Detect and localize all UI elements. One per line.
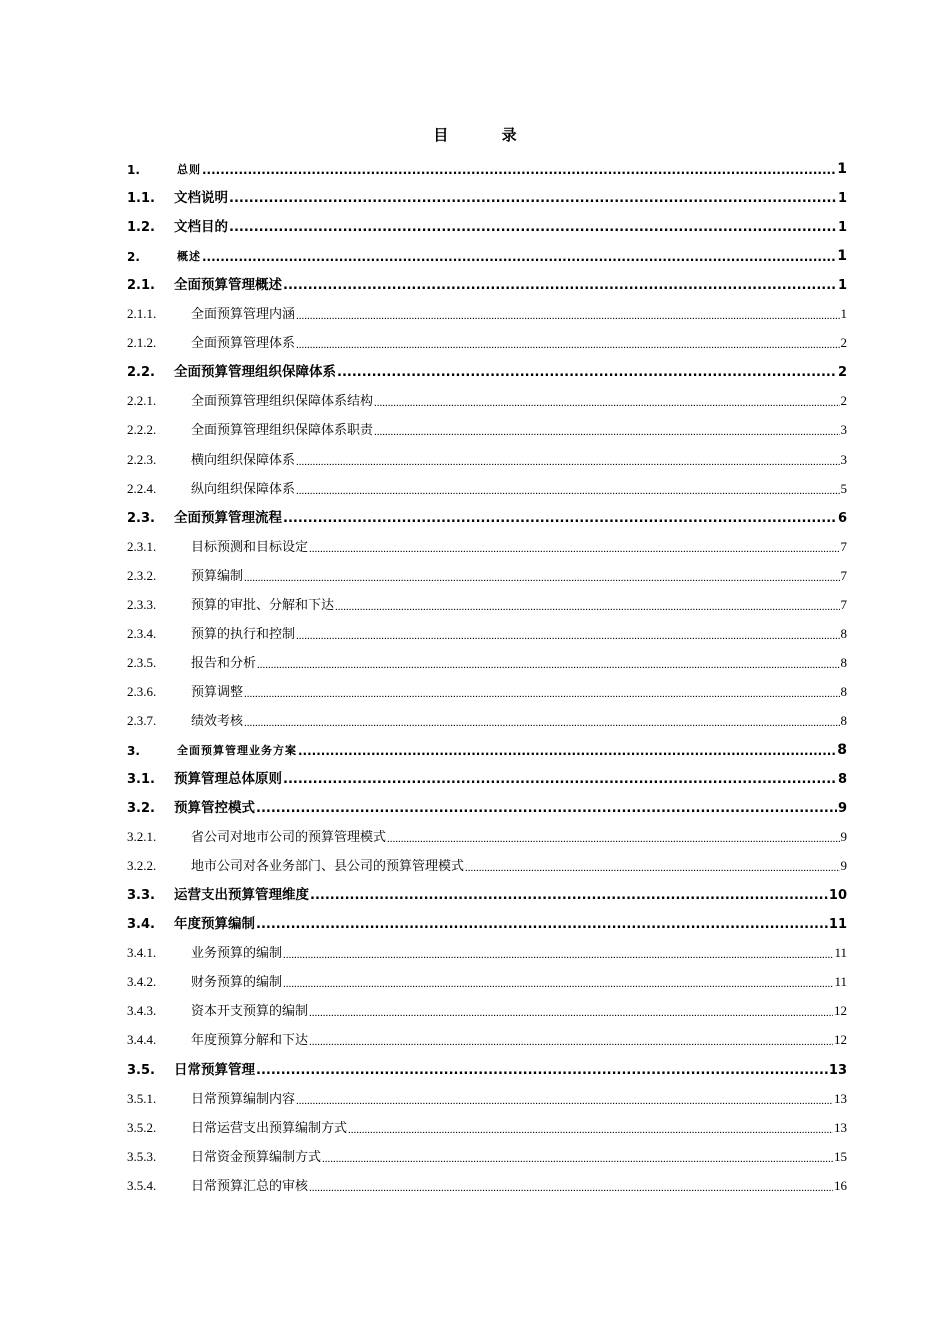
toc-entry-title: 省公司对地市公司的预算管理模式	[191, 830, 387, 846]
toc-entry-page: 8	[837, 741, 847, 758]
toc-entry-page: 8	[840, 625, 847, 641]
toc-entry-title: 全面预算管理概述	[174, 277, 282, 294]
dot-leader	[296, 310, 839, 322]
toc-entry-number: 3.4.	[127, 917, 155, 933]
toc-entry-number: 2.2.	[127, 365, 155, 381]
toc-entry[interactable]	[127, 355, 847, 384]
toc-entry-title: 日常资金预算编制方式	[191, 1149, 322, 1165]
toc-entry-number: 2.3.2.	[127, 567, 157, 583]
dot-leader	[465, 862, 839, 874]
toc-entry[interactable]	[127, 1169, 847, 1198]
dot-leader	[322, 1153, 833, 1165]
toc-entry-page: 11	[834, 974, 847, 990]
toc-entry-title: 目标预测和目标设定	[191, 539, 309, 555]
toc-entry-number: 2.3.	[127, 510, 155, 526]
toc-entry-number: 3.2.2.	[127, 858, 157, 874]
toc-entry-page: 8	[840, 712, 847, 728]
toc-entry-number: 3.4.3.	[127, 1003, 157, 1019]
toc-entry[interactable]	[127, 559, 847, 588]
dot-leader	[374, 397, 839, 409]
toc-entry-title: 日常预算编制内容	[191, 1091, 296, 1107]
toc-entry[interactable]	[127, 1052, 847, 1081]
dot-leader	[256, 917, 828, 932]
toc-entry-page: 3	[840, 451, 847, 467]
toc-entry-title: 年度预算分解和下达	[191, 1033, 309, 1049]
toc-entry[interactable]	[127, 1111, 847, 1140]
dot-leader	[283, 978, 833, 990]
toc-entry-title: 文档说明	[174, 190, 228, 207]
toc-entry-title: 全面预算管理内涵	[191, 307, 296, 323]
dot-leader	[309, 543, 839, 555]
dot-leader	[296, 485, 839, 497]
toc-entry[interactable]	[127, 849, 847, 878]
toc-entry[interactable]	[127, 1023, 847, 1052]
toc-entry-title: 财务预算的编制	[191, 975, 283, 991]
toc-entry[interactable]	[127, 210, 847, 239]
toc-entry-title: 全面预算管理组织保障体系	[174, 364, 336, 381]
toc-entry[interactable]	[127, 617, 847, 646]
toc-entry-page: 9	[837, 801, 847, 817]
toc-entry-page: 1	[837, 248, 847, 265]
toc-entry[interactable]	[127, 878, 847, 907]
toc-entry[interactable]	[127, 994, 847, 1023]
dot-leader	[298, 744, 836, 758]
toc-entry-title: 业务预算的编制	[191, 946, 283, 962]
dot-leader	[244, 572, 839, 584]
toc-entry[interactable]	[127, 472, 847, 501]
dot-leader	[337, 365, 837, 380]
toc-entry-title: 报告和分析	[191, 655, 257, 671]
toc-entry-page: 7	[840, 596, 847, 612]
toc-entry-number: 3.	[127, 743, 140, 758]
toc-title: 目 录	[433, 126, 541, 144]
dot-leader	[309, 1007, 833, 1019]
toc-entry-number: 2.3.6.	[127, 683, 157, 699]
toc-entry-title: 资本开支预算的编制	[191, 1004, 309, 1020]
toc-entry-title: 文档目的	[174, 219, 228, 236]
toc-entry[interactable]	[127, 588, 847, 617]
toc-entry-number: 2.3.4.	[127, 625, 157, 641]
dot-leader	[283, 772, 837, 787]
toc-entry[interactable]	[127, 1140, 847, 1169]
toc-entry-page: 12	[834, 1003, 847, 1019]
toc-entry-title: 绩效考核	[191, 713, 244, 729]
toc-entry-page: 1	[837, 220, 847, 236]
dot-leader	[296, 630, 839, 642]
toc-entry-page: 13	[834, 1090, 847, 1106]
toc-entry[interactable]	[127, 704, 847, 733]
dot-leader	[256, 1063, 828, 1078]
toc-entry-title: 全面预算管理体系	[191, 336, 296, 352]
toc-entry-title: 全面预算管理业务方案	[177, 743, 297, 757]
toc-entry-number: 3.1.	[127, 772, 155, 788]
toc-entry-title: 预算的执行和控制	[191, 626, 296, 642]
toc-entry[interactable]	[127, 413, 847, 442]
toc-entry-title: 预算调整	[191, 684, 244, 700]
toc-entry[interactable]	[127, 152, 847, 181]
toc-entry-page: 2	[840, 393, 847, 409]
toc-entry-number: 2.2.1.	[127, 393, 157, 409]
toc-entry-number: 3.4.2.	[127, 974, 157, 990]
toc-entry-number: 2.1.2.	[127, 335, 157, 351]
toc-entry-page: 6	[837, 510, 847, 526]
toc-entry-number: 2.3.1.	[127, 538, 157, 554]
toc-entry-title: 日常预算管理	[174, 1061, 255, 1078]
dot-leader	[374, 426, 839, 438]
toc-entry[interactable]	[127, 326, 847, 355]
dot-leader	[202, 163, 836, 177]
toc-entry-title: 总则	[177, 163, 201, 177]
toc-entry-page: 8	[837, 772, 847, 788]
toc-entry[interactable]	[127, 1082, 847, 1111]
toc-entry[interactable]	[127, 936, 847, 965]
toc-entry-number: 3.4.4.	[127, 1032, 157, 1048]
toc-entry[interactable]	[127, 239, 847, 268]
toc-entry-page: 1	[837, 278, 847, 294]
toc-entry-page: 9	[840, 829, 847, 845]
toc-entry-title: 概述	[177, 250, 201, 264]
toc-entry-title: 预算编制	[191, 568, 244, 584]
toc-entry[interactable]	[127, 965, 847, 994]
toc-entry-number: 3.5.3.	[127, 1148, 157, 1164]
dot-leader	[283, 511, 837, 526]
dot-leader	[387, 833, 839, 845]
toc-entry-page: 11	[834, 945, 847, 961]
toc-entry[interactable]	[127, 530, 847, 559]
toc-entry-number: 2.	[127, 250, 140, 265]
toc-entry-page: 13	[834, 1119, 847, 1135]
toc-entry-page: 7	[840, 567, 847, 583]
toc-entry-page: 7	[840, 538, 847, 554]
table-of-contents	[127, 152, 847, 1198]
toc-entry-number: 1.2.	[127, 220, 155, 236]
toc-entry-page: 5	[840, 480, 847, 496]
dot-leader	[348, 1124, 833, 1136]
dot-leader	[310, 888, 828, 903]
toc-entry-title: 地市公司对各业务部门、县公司的预算管理模式	[191, 859, 465, 875]
toc-entry[interactable]	[127, 791, 847, 820]
toc-entry-number: 3.2.	[127, 801, 155, 817]
dot-leader	[296, 339, 839, 351]
toc-entry-number: 3.4.1.	[127, 945, 157, 961]
dot-leader	[229, 191, 837, 206]
toc-entry[interactable]	[127, 907, 847, 936]
toc-entry-page: 9	[840, 858, 847, 874]
toc-entry-title: 预算管控模式	[174, 800, 255, 817]
toc-entry-number: 1.1.	[127, 191, 155, 207]
toc-entry-page: 16	[834, 1177, 847, 1193]
toc-entry[interactable]	[127, 646, 847, 675]
dot-leader	[309, 1036, 833, 1048]
toc-entry-page: 15	[834, 1148, 847, 1164]
toc-entry-number: 2.2.2.	[127, 422, 157, 438]
toc-entry-title: 全面预算管理组织保障体系结构	[191, 394, 374, 410]
toc-entry[interactable]	[127, 268, 847, 297]
toc-entry-page: 1	[837, 191, 847, 207]
toc-entry[interactable]	[127, 501, 847, 530]
toc-entry-number: 2.3.7.	[127, 712, 157, 728]
toc-entry[interactable]	[127, 762, 847, 791]
toc-entry-number: 2.3.3.	[127, 596, 157, 612]
toc-entry-number: 2.1.1.	[127, 306, 157, 322]
toc-entry-number: 3.5.1.	[127, 1090, 157, 1106]
toc-entry[interactable]	[127, 820, 847, 849]
dot-leader	[256, 801, 837, 816]
toc-entry-page: 3	[840, 422, 847, 438]
toc-entry-title: 年度预算编制	[174, 916, 255, 933]
toc-entry-page: 12	[834, 1032, 847, 1048]
toc-entry-number: 2.1.	[127, 278, 155, 294]
toc-entry-title: 全面预算管理组织保障体系职责	[191, 423, 374, 439]
dot-leader	[283, 278, 837, 293]
dot-leader	[283, 949, 833, 961]
toc-entry-title: 日常预算汇总的审核	[191, 1178, 309, 1194]
dot-leader	[202, 250, 836, 264]
toc-entry-number: 2.2.4.	[127, 480, 157, 496]
toc-entry-number: 3.5.4.	[127, 1177, 157, 1193]
toc-entry-number: 3.5.	[127, 1062, 155, 1078]
toc-entry-number: 2.3.5.	[127, 654, 157, 670]
toc-entry-title: 纵向组织保障体系	[191, 481, 296, 497]
dot-leader	[296, 1095, 833, 1107]
toc-entry-page: 8	[840, 683, 847, 699]
toc-entry-page: 13	[828, 1062, 847, 1078]
toc-entry[interactable]	[127, 733, 847, 762]
dot-leader	[335, 601, 839, 613]
toc-entry-title: 预算管理总体原则	[174, 771, 282, 788]
toc-entry-title: 日常运营支出预算编制方式	[191, 1120, 348, 1136]
toc-entry[interactable]	[127, 181, 847, 210]
toc-entry-number: 2.2.3.	[127, 451, 157, 467]
toc-entry-page: 10	[828, 888, 847, 904]
toc-entry[interactable]	[127, 442, 847, 471]
toc-entry-number: 3.3.	[127, 888, 155, 904]
toc-entry-number: 3.2.1.	[127, 829, 157, 845]
toc-entry-title: 预算的审批、分解和下达	[191, 597, 335, 613]
toc-entry-number: 1.	[127, 163, 140, 178]
dot-leader	[244, 717, 839, 729]
dot-leader	[229, 220, 837, 235]
toc-entry-page: 11	[828, 917, 847, 933]
toc-entry-page: 8	[840, 654, 847, 670]
toc-entry-page: 2	[837, 365, 847, 381]
dot-leader	[244, 688, 839, 700]
dot-leader	[257, 659, 839, 671]
dot-leader	[309, 1182, 833, 1194]
toc-entry-page: 1	[840, 306, 847, 322]
toc-entry-page: 2	[840, 335, 847, 351]
dot-leader	[296, 456, 839, 468]
toc-entry[interactable]	[127, 675, 847, 704]
toc-entry[interactable]	[127, 384, 847, 413]
toc-entry-number: 3.5.2.	[127, 1119, 157, 1135]
toc-entry-page: 1	[837, 161, 847, 178]
toc-entry-title: 横向组织保障体系	[191, 452, 296, 468]
toc-entry-title: 运营支出预算管理维度	[174, 887, 309, 904]
toc-entry[interactable]	[127, 297, 847, 326]
toc-entry-title: 全面预算管理流程	[174, 509, 282, 526]
